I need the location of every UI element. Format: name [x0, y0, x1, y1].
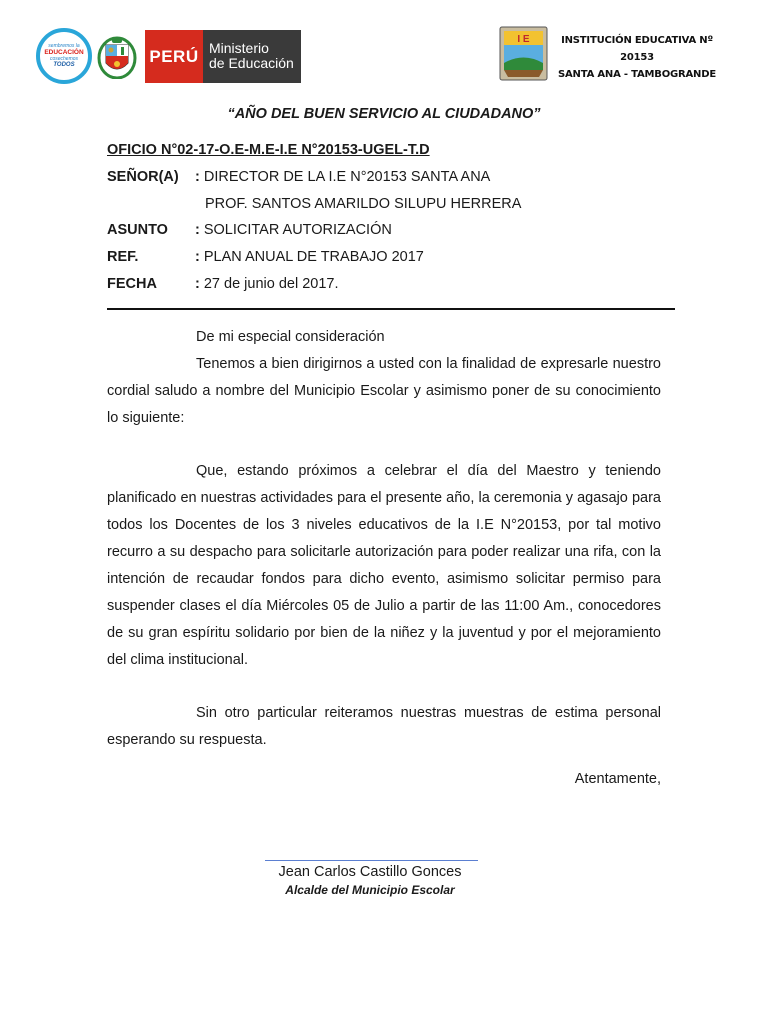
field-ref [107, 249, 424, 265]
field-value: 27 de junio del 2017. [203, 276, 339, 292]
ministry-label [203, 30, 301, 83]
salutation: De mi especial consideración [196, 329, 385, 345]
logo-text: cosechemos [49, 56, 79, 63]
ministry-line-2: de Educación [209, 55, 294, 71]
oficio-number: OFICIO N°02-17-O.E-M.E-I.E N°20153-UGEL-T.D [107, 142, 430, 158]
logo-text: sembremos la [48, 42, 80, 49]
body-paragraph-3 [107, 700, 661, 754]
field-label: FECHA [107, 276, 157, 292]
paragraph-text: Sin otro particular reiteramos nuestras muestras de estima personal esperando su respuesta. [107, 705, 661, 748]
ministry-of-education-logo [145, 30, 301, 83]
field-asunto [107, 222, 392, 238]
ministry-line-1: Ministerio [209, 40, 269, 56]
peru-coat-of-arms-icon [97, 33, 137, 79]
field-value: SOLICITAR AUTORIZACIÓN [203, 222, 392, 238]
header-divider [107, 308, 675, 310]
institution-line-1: INSTITUCIÓN EDUCATIVA Nº 20153 [561, 35, 713, 63]
year-title: “AÑO DEL BUEN SERVICIO AL CIUDADANO” [227, 106, 541, 122]
field-colon: : [195, 169, 200, 185]
field-label: ASUNTO [107, 222, 168, 238]
campaign-logo [36, 28, 92, 84]
field-senor [107, 169, 490, 185]
field-colon: : [195, 276, 200, 292]
field-label: SEÑOR(A) [107, 169, 179, 185]
field-fecha [107, 276, 339, 292]
shield-text: I E [517, 34, 530, 45]
signer-role: Alcalde del Municipio Escolar [285, 883, 455, 897]
field-value: DIRECTOR DE LA I.E N°20153 SANTA ANA [203, 169, 491, 185]
field-senor-name: PROF. SANTOS AMARILDO SILUPU HERRERA [205, 196, 522, 212]
school-shield-icon [499, 26, 548, 81]
closing: Atentamente, [574, 771, 661, 787]
logo-text: TODOS [53, 62, 75, 69]
field-colon: : [195, 249, 200, 265]
signature-line [265, 860, 478, 861]
paragraph-text: Tenemos a bien dirigirnos a usted con la finalidad de expresarle nuestro cordial saludo a nombre del Municipio Escolar y asimismo poner de su conocimiento lo siguiente: [107, 356, 661, 426]
field-label: REF. [107, 249, 139, 265]
institution-line-2: SANTA ANA - TAMBOGRANDE [558, 69, 716, 80]
institution-name [553, 32, 721, 83]
field-colon: : [195, 222, 200, 238]
signer-name: Jean Carlos Castillo Gonces [278, 864, 462, 880]
body-paragraph-1 [107, 351, 661, 432]
paragraph-text: Que, estando próximos a celebrar el día del Maestro y teniendo planificado en nuestras actividades para el presente año, la ceremonia y agasajo para todos los Docentes de los 3 niveles educativos de la I.E N°20153, por tal motivo recurro a su despacho para solicitarle autorización para poder realizar una rifa, con la intención de recaudar fondos para dicho evento, asimismo solicitar permiso para suspender clases el día Miércoles 05 de Julio a partir de las 11:00 Am., conocedores de su gran espíritu solidario por bien de la niñez y la juventud y por el mejoramiento del clima institucional. [107, 463, 661, 668]
peru-label: PERÚ [145, 30, 203, 83]
logo-text: EDUCACIÓN [44, 48, 84, 56]
field-value: PLAN ANUAL DE TRABAJO 2017 [203, 249, 424, 265]
body-paragraph-2 [107, 458, 661, 674]
